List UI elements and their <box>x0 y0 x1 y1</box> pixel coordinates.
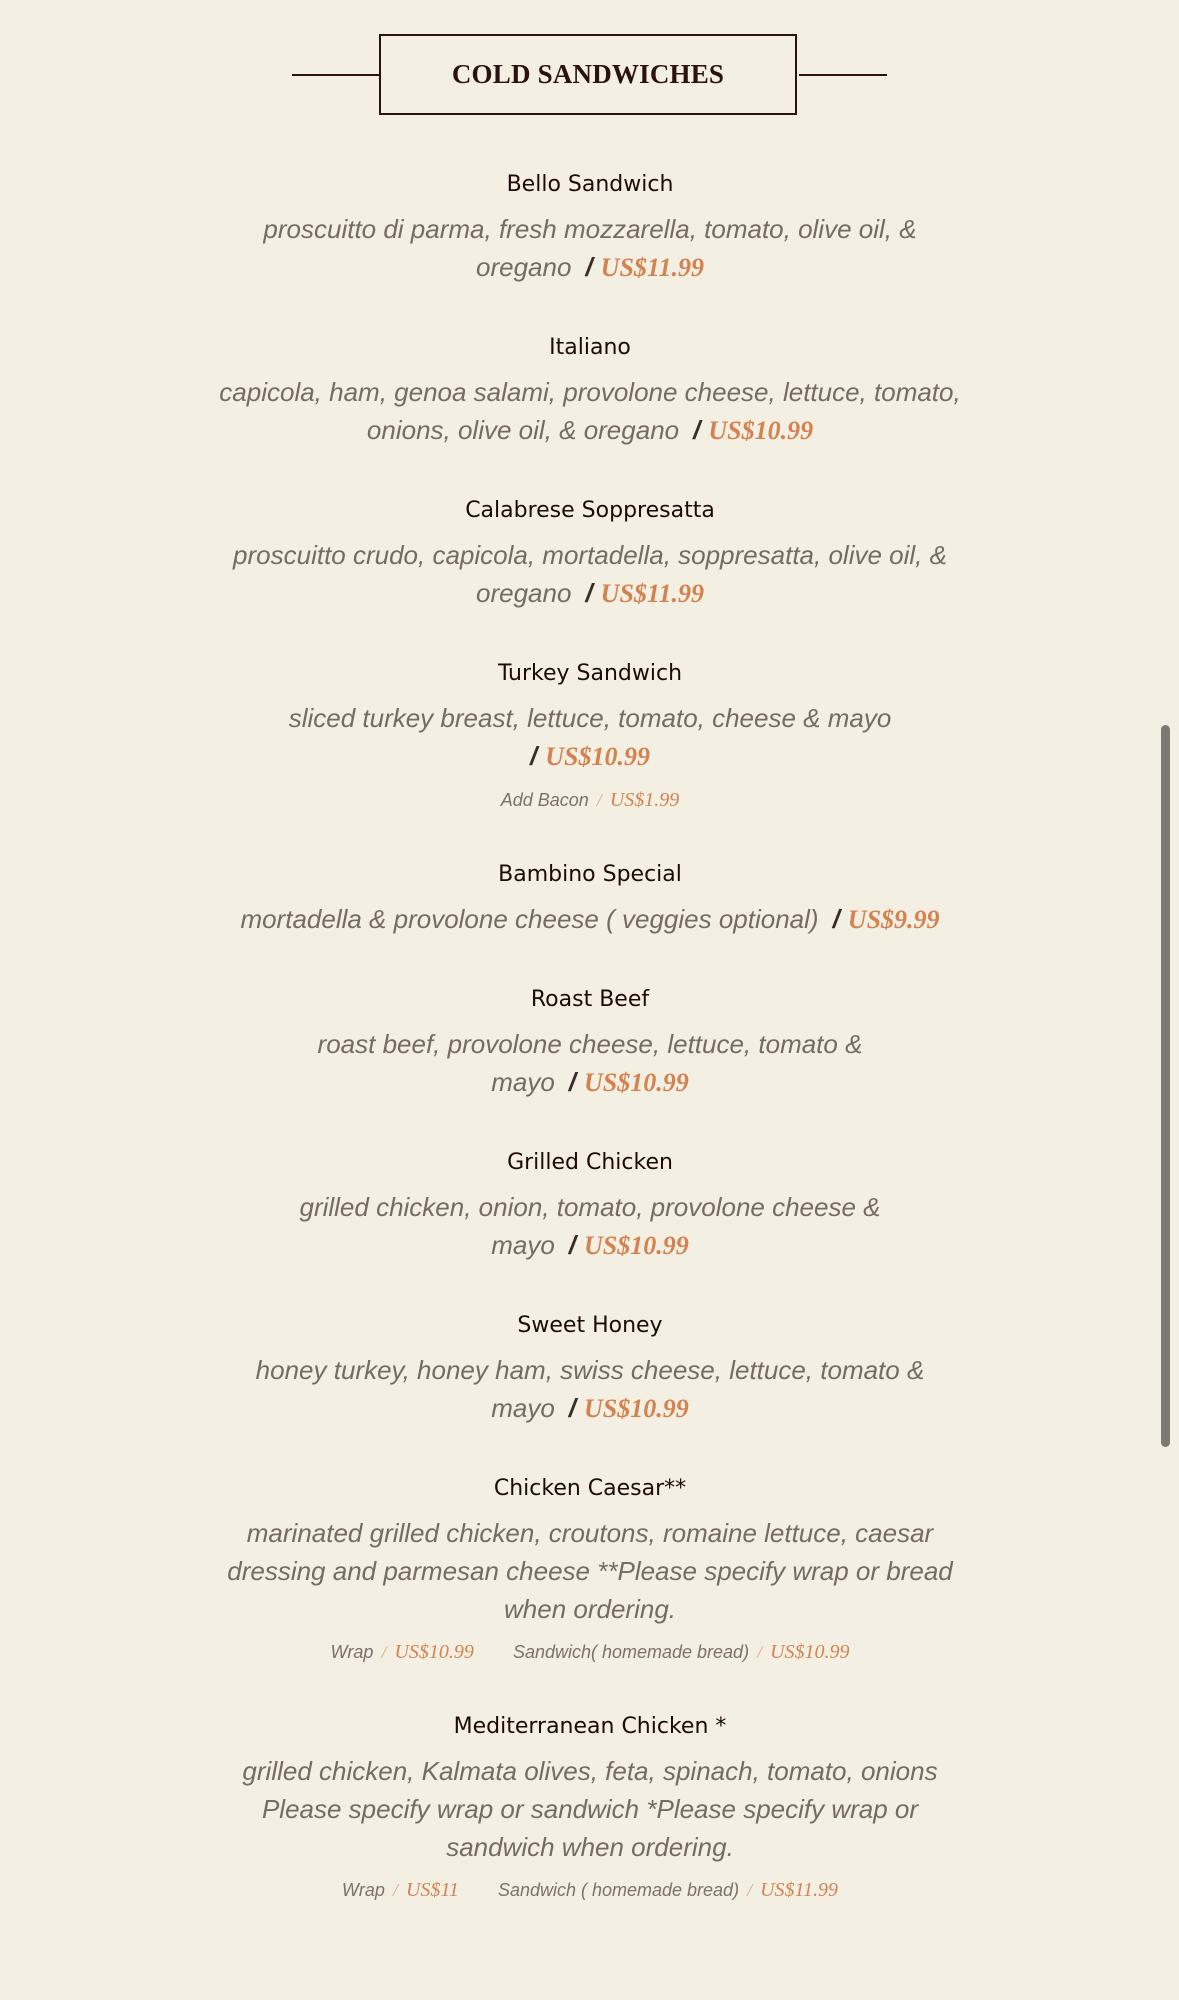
option-label: Wrap <box>330 1642 374 1662</box>
menu-item-price: US$10.99 <box>584 1068 689 1097</box>
section-title-box <box>379 34 797 115</box>
menu-item-description-block <box>210 699 970 776</box>
menu-item-description: mortadella & provolone cheese ( veggies optional) <box>240 904 819 934</box>
menu-item-name: Roast Beef <box>530 987 650 1012</box>
option-label: Add Bacon <box>500 790 589 810</box>
menu-item-description: marinated grilled chicken, croutons, romaine lettuce, caesar dressing and parmesan cheese **Please specify wrap or bread when ordering. <box>227 1518 953 1624</box>
menu-item-options <box>210 1876 970 1904</box>
menu-item-price: US$10.99 <box>584 1394 689 1423</box>
menu-item-price: US$10.99 <box>708 416 814 445</box>
menu-item-options <box>210 786 970 814</box>
option-price: US$1.99 <box>609 789 680 811</box>
menu-item-name: Chicken Caesar** <box>493 1476 687 1501</box>
wrap-option <box>330 1638 473 1666</box>
price-separator: / <box>585 252 593 282</box>
menu-item-description-block <box>210 1025 970 1102</box>
option-price: US$11 <box>405 1879 459 1901</box>
option-separator: / <box>757 1642 763 1662</box>
option-separator: / <box>596 790 602 810</box>
menu-item <box>210 168 970 287</box>
header-divider-right <box>799 74 887 76</box>
menu-item <box>210 331 970 450</box>
menu-item-description-block <box>210 536 970 613</box>
menu-item-price: US$11.99 <box>600 253 704 282</box>
menu-item-name: Bambino Special <box>498 862 682 887</box>
menu-item-description: honey turkey, honey ham, swiss cheese, lettuce, tomato & mayo <box>255 1355 925 1423</box>
menu-item-price: US$9.99 <box>847 905 940 934</box>
option-price: US$10.99 <box>770 1641 850 1663</box>
sandwich-option <box>498 1876 838 1904</box>
menu-item-description-block <box>210 1351 970 1428</box>
menu-item-description: proscuitto crudo, capicola, mortadella, soppresatta, olive oil, & oregano <box>233 540 947 608</box>
menu-item <box>210 494 970 613</box>
price-separator: / <box>585 578 593 608</box>
price-separator: / <box>568 1230 577 1260</box>
menu-item <box>210 858 970 939</box>
menu-item <box>210 1710 970 1904</box>
sandwich-option <box>513 1638 850 1666</box>
menu-item-description: grilled chicken, Kalmata olives, feta, spinach, tomato, onions Please specify wrap or sandwich *Please specify wrap or sandwich when ordering. <box>242 1756 938 1862</box>
menu-item-description-block <box>210 1514 970 1628</box>
option-label: Sandwich ( homemade bread) <box>497 1880 740 1900</box>
option-price: US$11.99 <box>760 1879 839 1901</box>
menu-item-description-block <box>210 1752 970 1866</box>
price-separator: / <box>568 1067 577 1097</box>
menu-item-name: Italiano <box>549 335 631 360</box>
menu-item-description-block <box>210 1188 970 1265</box>
menu-item-description-block <box>210 210 970 287</box>
menu-item-name: Sweet Honey <box>517 1313 663 1338</box>
menu-item <box>210 1472 970 1666</box>
menu-item-description: proscuitto di parma, fresh mozzarella, tomato, olive oil, & oregano <box>263 214 917 282</box>
menu-item-name: Calabrese Soppresatta <box>465 498 715 523</box>
menu-item-list <box>210 168 970 1948</box>
option-separator: / <box>392 1880 398 1900</box>
menu-item-description: grilled chicken, onion, tomato, provolone cheese & mayo <box>299 1192 881 1260</box>
wrap-option <box>342 1876 459 1904</box>
menu-item <box>210 657 970 814</box>
add-on-option <box>501 786 680 814</box>
menu-item-price: US$10.99 <box>545 742 650 771</box>
price-separator: / <box>568 1393 577 1423</box>
price-separator: / <box>832 904 840 934</box>
header-divider-left <box>292 74 380 76</box>
menu-item-name: Turkey Sandwich <box>497 661 683 686</box>
option-separator: / <box>381 1642 387 1662</box>
menu-item-name: Grilled Chicken <box>507 1150 673 1175</box>
menu-item-name: Bello Sandwich <box>506 172 674 197</box>
option-label: Sandwich( homemade bread) <box>512 1642 750 1662</box>
price-separator: / <box>693 415 701 445</box>
price-separator: / <box>530 741 538 771</box>
option-label: Wrap <box>341 1880 385 1900</box>
option-price: US$10.99 <box>394 1641 474 1663</box>
menu-item-description: capicola, ham, genoa salami, provolone cheese, lettuce, tomato, onions, olive oil, & oregano <box>219 377 961 445</box>
menu-item <box>210 1309 970 1428</box>
section-header <box>0 34 1179 118</box>
menu-item-description: roast beef, provolone cheese, lettuce, tomato & mayo <box>317 1029 863 1097</box>
menu-item-price: US$10.99 <box>584 1231 689 1260</box>
menu-item-price: US$11.99 <box>600 579 704 608</box>
menu-item-options <box>210 1638 970 1666</box>
scrollbar-thumb[interactable] <box>1161 725 1170 1447</box>
option-separator: / <box>747 1880 753 1900</box>
menu-item-name: Mediterranean Chicken * <box>453 1714 727 1739</box>
menu-item <box>210 1146 970 1265</box>
menu-item-description: sliced turkey breast, lettuce, tomato, cheese & mayo <box>288 703 892 733</box>
section-title: COLD SANDWICHES <box>451 59 725 89</box>
menu-item-description-block <box>210 373 970 450</box>
menu-item-description-block <box>210 900 970 939</box>
menu-item <box>210 983 970 1102</box>
